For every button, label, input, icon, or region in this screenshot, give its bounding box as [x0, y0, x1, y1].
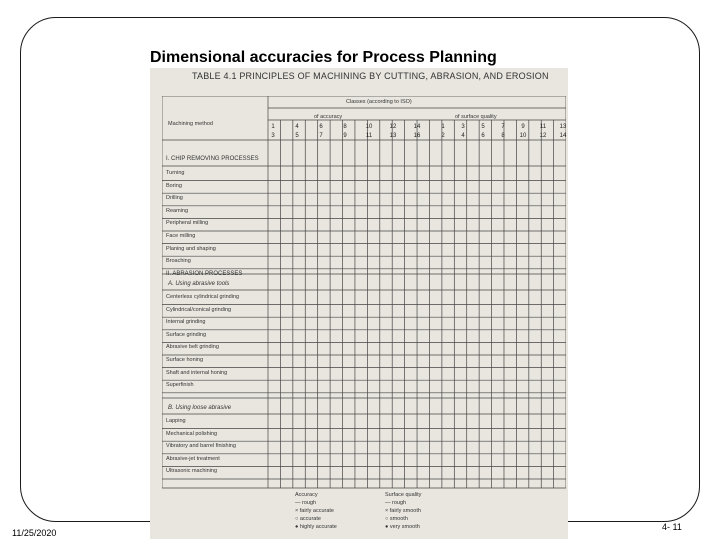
scanned-table-image [150, 68, 568, 539]
section-abrasion: II. ABRASION PROCESSES [166, 271, 243, 277]
table-row-label: Lapping [166, 418, 186, 424]
legend-accuracy-item: — rough [295, 500, 317, 506]
accuracy-class-bottom: 13 [389, 133, 397, 139]
subsection-loose-abrasive: B. Using loose abrasive [168, 405, 232, 411]
legend-surface-title: Surface quality [385, 492, 422, 498]
surface-class-top: 1 [441, 124, 445, 130]
accuracy-class-top: 14 [413, 124, 421, 130]
table-row-label: Internal grinding [166, 319, 206, 326]
legend-accuracy-item: × fairly accurate [295, 508, 334, 514]
table-grid [162, 96, 566, 536]
table-row-label: Face milling [166, 233, 196, 239]
legend-surface-item: × fairly smooth [385, 508, 421, 514]
table-row-label: Vibratory and barrel finishing [166, 443, 236, 450]
surface-class-top: 3 [461, 124, 465, 130]
table-row-label: Superfinish [166, 382, 194, 389]
legend-surface-item: ● very smooth [385, 524, 420, 530]
accuracy-class-top: 10 [365, 124, 373, 130]
accuracy-class-bottom: 7 [319, 133, 323, 139]
header-machining-method: Machining method [168, 121, 213, 127]
surface-class-top: 13 [559, 124, 567, 130]
legend-accuracy-title: Accuracy [295, 492, 318, 498]
table-row-label: Centerless cylindrical grinding [166, 294, 240, 300]
accuracy-class-bottom: 16 [413, 133, 421, 139]
table-caption: TABLE 4.1 PRINCIPLES OF MACHINING BY CUTTING, ABRASION, AND EROSION [192, 71, 549, 81]
accuracy-class-bottom: 11 [365, 133, 373, 139]
slide-date: 11/25/2020 [12, 528, 57, 538]
table-row-label: Ultrasonic machining [166, 468, 218, 475]
table-row-label: Planing and shaping [166, 245, 216, 252]
accuracy-class-top: 6 [319, 124, 323, 130]
surface-class-bottom: 10 [519, 133, 527, 139]
slide-page-number: 4- 11 [662, 522, 682, 532]
accuracy-class-bottom: 3 [271, 133, 275, 139]
table-row-label: Abrasive-jet treatment [166, 455, 220, 462]
accuracy-class-top: 4 [295, 124, 299, 130]
table-row-label: Broaching [166, 258, 191, 265]
table-row-label: Turning [166, 170, 185, 176]
accuracy-class-top: 1 [271, 124, 275, 130]
accuracy-class-top: 12 [389, 124, 397, 130]
table-row-label: Boring [166, 182, 182, 189]
surface-class-top: 5 [481, 124, 485, 130]
table-row-label: Cylindrical/conical grinding [166, 306, 232, 313]
accuracy-class-bottom: 5 [295, 133, 299, 139]
surface-class-bottom: 6 [481, 133, 485, 139]
surface-class-top: 7 [501, 124, 505, 130]
header-classes: Classes (according to ISO) [346, 99, 412, 105]
table-row-label: Shaft and internal honing [166, 369, 228, 376]
accuracy-class-top: 8 [343, 124, 347, 130]
surface-class-top: 11 [539, 124, 547, 130]
surface-class-bottom: 12 [539, 133, 547, 139]
legend-surface-item: — rough [385, 500, 407, 506]
header-surface-quality: of surface quality [455, 114, 497, 120]
legend-accuracy-item: ● highly accurate [295, 524, 337, 530]
slide-title: Dimensional accuracies for Process Planning [150, 49, 497, 66]
table-row-label: Surface honing [166, 357, 203, 363]
surface-class-top: 9 [521, 124, 525, 130]
surface-class-bottom: 14 [559, 133, 567, 139]
legend-surface-item: ○ smooth [385, 516, 408, 522]
surface-class-bottom: 4 [461, 133, 465, 139]
table-row-label: Drilling [166, 195, 183, 202]
subsection-abrasive-tools: A. Using abrasive tools [168, 281, 230, 287]
surface-class-bottom: 8 [501, 133, 505, 139]
surface-class-bottom: 2 [441, 133, 445, 139]
table-row-label: Reaming [166, 207, 189, 214]
accuracy-class-bottom: 9 [343, 133, 347, 139]
header-accuracy: of accuracy [314, 114, 343, 120]
table-row-label: Surface grinding [166, 331, 207, 338]
table-row-label: Abrasive belt grinding [166, 344, 219, 351]
section-chip-removing: I. CHIP REMOVING PROCESSES [166, 156, 259, 162]
table-row-label: Mechanical polishing [166, 430, 218, 437]
legend-accuracy-item: ○ accurate [295, 516, 321, 522]
table-row-label: Peripheral milling [166, 220, 209, 227]
